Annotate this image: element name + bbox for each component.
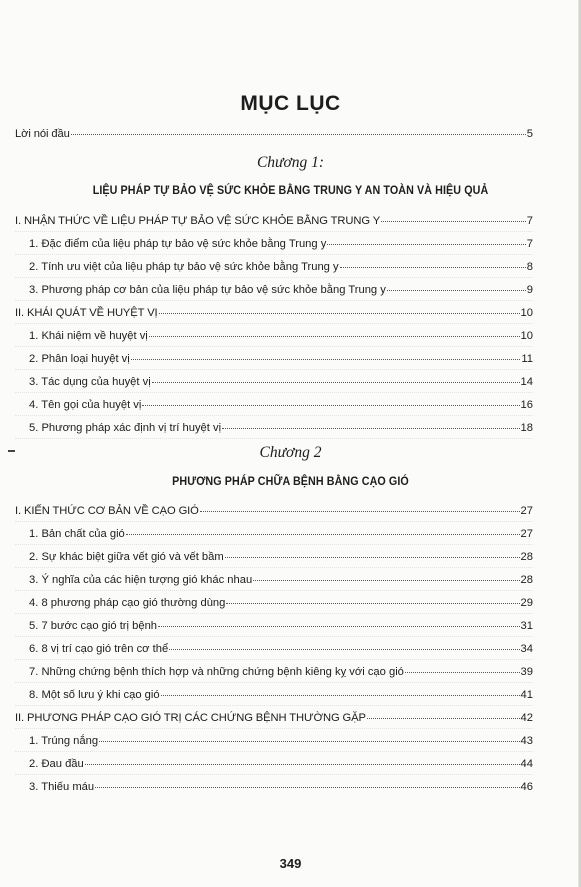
row-divider xyxy=(15,323,533,324)
dot-leader xyxy=(225,557,520,558)
dot-leader xyxy=(405,672,520,673)
toc-entry-label: 3. Tác dụng của huyệt vị xyxy=(29,376,151,388)
toc-entry-label: 4. Tên gọi của huyệt vị xyxy=(29,399,142,411)
dot-leader xyxy=(95,787,519,788)
toc-entry-preface[interactable] xyxy=(15,128,533,140)
chapter-label: Chương 2 xyxy=(259,444,322,461)
dot-leader xyxy=(131,359,521,360)
toc-entry[interactable] xyxy=(29,597,533,609)
toc-entry-page: 29 xyxy=(520,597,533,609)
toc-section[interactable] xyxy=(15,215,533,227)
dot-leader xyxy=(99,741,520,742)
toc-entry[interactable] xyxy=(29,551,533,563)
row-divider xyxy=(15,636,533,637)
dot-leader xyxy=(381,221,526,222)
toc-entry-page: 31 xyxy=(520,620,533,632)
dot-leader xyxy=(158,626,520,627)
toc-entry[interactable] xyxy=(29,330,533,342)
row-divider xyxy=(15,659,533,660)
page-number: 349 xyxy=(279,856,302,871)
chapter-title: LIỆU PHÁP TỰ BẢO VỆ SỨC KHỎE BẰNG TRUNG Y AN TOÀN VÀ HIỆU QUẢ xyxy=(92,183,489,197)
toc-entry[interactable] xyxy=(29,238,533,250)
toc-entry-page: 8 xyxy=(526,261,533,273)
toc-entry-page: 41 xyxy=(520,689,533,701)
toc-entry-label: 7. Những chứng bệnh thích hợp và những chứng bệnh kiêng kỵ với cạo gió xyxy=(29,666,404,678)
toc-entry[interactable] xyxy=(29,689,533,701)
row-divider xyxy=(15,774,533,775)
toc-entry[interactable] xyxy=(29,261,533,273)
dot-leader xyxy=(226,603,519,604)
chapter-label: Chương 1: xyxy=(256,154,325,171)
toc-entry[interactable] xyxy=(29,399,533,411)
toc-entry[interactable] xyxy=(29,574,533,586)
toc-section[interactable] xyxy=(15,505,533,517)
row-divider xyxy=(15,438,533,439)
toc-entry-label: 5. 7 bước cạo gió trị bệnh xyxy=(29,620,158,632)
dot-leader xyxy=(142,405,519,406)
toc-entry-label: 1. Đặc điểm của liệu pháp tự bảo vệ sức khỏe bằng Trung y xyxy=(29,238,327,250)
toc-entry-page: 7 xyxy=(526,215,533,227)
dot-leader xyxy=(253,580,519,581)
dot-leader xyxy=(149,336,520,337)
dot-leader xyxy=(161,695,520,696)
row-divider xyxy=(15,254,533,255)
toc-entry[interactable] xyxy=(29,284,533,296)
toc-section[interactable] xyxy=(15,307,533,319)
dot-leader xyxy=(200,511,520,512)
toc-entry[interactable] xyxy=(29,353,533,365)
toc-section-label: II. KHÁI QUÁT VỀ HUYỆT VỊ xyxy=(15,307,158,319)
toc-entry-label: Lời nói đầu xyxy=(15,128,70,140)
toc-entry-page: 27 xyxy=(520,528,533,540)
row-divider xyxy=(15,751,533,752)
toc-entry-page: 5 xyxy=(526,128,533,140)
row-divider xyxy=(15,277,533,278)
toc-entry-page: 28 xyxy=(520,551,533,563)
toc-entry[interactable] xyxy=(29,620,533,632)
toc-entry-label: 3. Phương pháp cơ bản của liệu pháp tự bảo vệ sức khỏe bằng Trung y xyxy=(29,284,386,296)
toc-section-label: I. KIẾN THỨC CƠ BẢN VỀ CẠO GIÓ xyxy=(15,505,199,517)
dot-leader xyxy=(71,134,526,135)
toc-entry-label: 2. Sự khác biệt giữa vết gió và vết bầm xyxy=(29,551,224,563)
toc-entry-label: 3. Ý nghĩa của các hiện tượng gió khác nhau xyxy=(29,574,253,586)
toc-entry-page: 11 xyxy=(521,353,533,365)
toc-entry-label: 1. Trúng nắng xyxy=(29,735,99,747)
toc-entry-page: 39 xyxy=(520,666,533,678)
dot-leader xyxy=(387,290,526,291)
toc-entry-page: 42 xyxy=(520,712,533,724)
toc-section-label: II. PHƯƠNG PHÁP CẠO GIÓ TRỊ CÁC CHỨNG BỆNH THƯỜNG GẶP xyxy=(15,712,366,724)
row-divider xyxy=(15,392,533,393)
dot-leader xyxy=(126,534,520,535)
toc-entry-page: 46 xyxy=(520,781,533,793)
dot-leader xyxy=(340,267,526,268)
dot-leader xyxy=(159,313,520,314)
row-divider xyxy=(15,613,533,614)
toc-entry-label: 6. 8 vị trí cạo gió trên cơ thể xyxy=(29,643,169,655)
row-divider xyxy=(15,728,533,729)
toc-entry-page: 10 xyxy=(520,307,533,319)
toc-entry[interactable] xyxy=(29,758,533,770)
toc-section-label: I. NHẬN THỨC VỀ LIỆU PHÁP TỰ BẢO VỆ SỨC KHỎE BẰNG TRUNG Y xyxy=(15,215,381,227)
toc-entry[interactable] xyxy=(29,528,533,540)
toc-entry[interactable] xyxy=(29,422,533,434)
toc-entry-page: 27 xyxy=(520,505,533,517)
row-divider xyxy=(15,567,533,568)
row-divider xyxy=(15,231,533,232)
toc-entry-page: 28 xyxy=(520,574,533,586)
dot-leader xyxy=(169,649,519,650)
toc-entry-page: 9 xyxy=(526,284,533,296)
row-divider xyxy=(15,682,533,683)
toc-entry-label: 5. Phương pháp xác định vị trí huyệt vị xyxy=(29,422,222,434)
chapter-title: PHƯƠNG PHÁP CHỮA BỆNH BẰNG CẠO GIÓ xyxy=(172,474,409,488)
row-divider xyxy=(15,521,533,522)
toc-entry-page: 43 xyxy=(520,735,533,747)
toc-entry[interactable] xyxy=(29,376,533,388)
row-divider xyxy=(15,346,533,347)
toc-entry-label: 2. Phân loại huyệt vị xyxy=(29,353,130,365)
toc-entry-page: 14 xyxy=(520,376,533,388)
row-divider xyxy=(15,415,533,416)
toc-entry-label: 3. Thiếu máu xyxy=(29,781,95,793)
page-title: MỤC LỤC xyxy=(240,92,341,115)
row-divider xyxy=(15,544,533,545)
toc-entry[interactable] xyxy=(29,643,533,655)
dot-leader xyxy=(85,764,520,765)
toc-entry-label: 1. Bản chất của gió xyxy=(29,528,125,540)
toc-entry-label: 8. Một số lưu ý khi cạo gió xyxy=(29,689,160,701)
toc-entry-label: 2. Đau đầu xyxy=(29,758,84,770)
toc-entry[interactable] xyxy=(29,781,533,793)
toc-entry-page: 7 xyxy=(526,238,533,250)
toc-entry-page: 34 xyxy=(520,643,533,655)
toc-entry-label: 4. 8 phương pháp cạo gió thường dùng xyxy=(29,597,226,609)
dot-leader xyxy=(367,718,520,719)
dot-leader xyxy=(222,428,519,429)
dot-leader xyxy=(327,244,525,245)
toc-entry[interactable] xyxy=(29,666,533,678)
row-divider xyxy=(15,300,533,301)
toc-entry-page: 44 xyxy=(520,758,533,770)
row-divider xyxy=(15,705,533,706)
toc-entry-label: 1. Khái niệm về huyệt vị xyxy=(29,330,148,342)
toc-entry-page: 16 xyxy=(520,399,533,411)
toc-entry-page: 18 xyxy=(520,422,533,434)
row-divider xyxy=(15,369,533,370)
toc-entry-page: 10 xyxy=(520,330,533,342)
dot-leader xyxy=(152,382,520,383)
row-divider xyxy=(15,590,533,591)
toc-section[interactable] xyxy=(15,712,533,724)
toc-entry-label: 2. Tính ưu việt của liệu pháp tự bảo vệ sức khỏe bằng Trung y xyxy=(29,261,339,273)
toc-entry[interactable] xyxy=(29,735,533,747)
